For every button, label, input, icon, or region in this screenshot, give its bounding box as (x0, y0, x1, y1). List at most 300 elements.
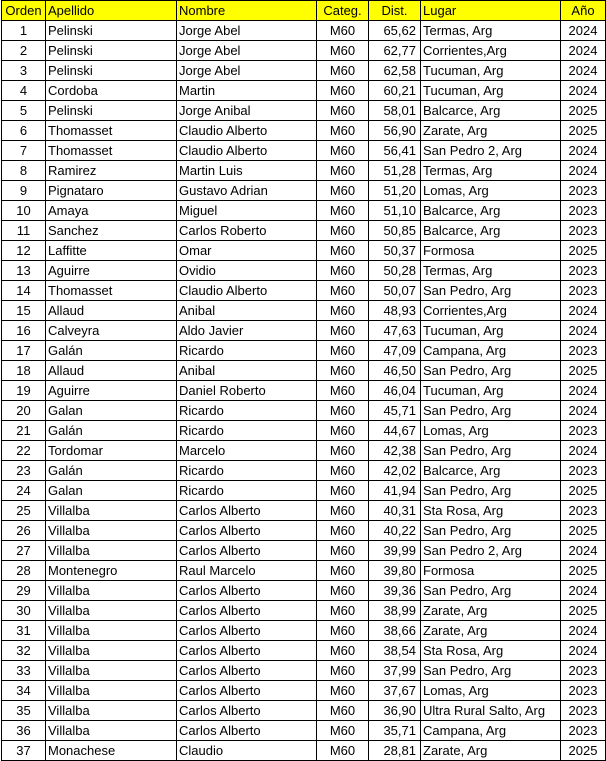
table-row (2, 641, 606, 661)
table-row (2, 141, 606, 161)
cell-categ[interactable]: M60 (317, 161, 369, 181)
cell-orden[interactable]: 16 (2, 321, 46, 341)
cell-categ[interactable]: M60 (317, 721, 369, 741)
table-row (2, 261, 606, 281)
cell-nombre[interactable]: Raul Marcelo (177, 561, 317, 581)
cell-nombre[interactable]: Gustavo Adrian (177, 181, 317, 201)
cell-lugar[interactable]: Tucuman, Arg (421, 61, 561, 81)
cell-anio[interactable]: 2024 (561, 301, 606, 321)
cell-orden[interactable]: 23 (2, 461, 46, 481)
cell-lugar[interactable]: Balcarce, Arg (421, 461, 561, 481)
cell-nombre[interactable]: Martin (177, 81, 317, 101)
cell-categ[interactable]: M60 (317, 461, 369, 481)
cell-lugar[interactable]: Sta Rosa, Arg (421, 501, 561, 521)
cell-categ[interactable]: M60 (317, 481, 369, 501)
cell-nombre[interactable]: Ovidio (177, 261, 317, 281)
cell-anio[interactable]: 2023 (561, 721, 606, 741)
cell-dist[interactable]: 50,07 (369, 281, 421, 301)
cell-dist[interactable]: 39,99 (369, 541, 421, 561)
cell-nombre[interactable]: Daniel Roberto (177, 381, 317, 401)
cell-dist[interactable]: 40,31 (369, 501, 421, 521)
cell-apellido[interactable]: Galán (46, 421, 177, 441)
cell-lugar[interactable]: Balcarce, Arg (421, 221, 561, 241)
cell-dist[interactable]: 51,28 (369, 161, 421, 181)
cell-lugar[interactable]: Lomas, Arg (421, 421, 561, 441)
cell-anio[interactable]: 2023 (561, 201, 606, 221)
cell-apellido[interactable]: Monachese (46, 741, 177, 761)
table-row (2, 321, 606, 341)
table-row (2, 101, 606, 121)
cell-categ[interactable]: M60 (317, 181, 369, 201)
cell-orden[interactable]: 15 (2, 301, 46, 321)
cell-nombre[interactable]: Carlos Alberto (177, 701, 317, 721)
cell-nombre[interactable]: Ricardo (177, 481, 317, 501)
cell-apellido[interactable]: Villalba (46, 661, 177, 681)
cell-dist[interactable]: 28,81 (369, 741, 421, 761)
cell-apellido[interactable]: Villalba (46, 621, 177, 641)
cell-apellido[interactable]: Villalba (46, 721, 177, 741)
header-orden[interactable]: Orden (2, 1, 46, 21)
table-row (2, 81, 606, 101)
cell-nombre[interactable]: Jorge Anibal (177, 101, 317, 121)
cell-orden[interactable]: 18 (2, 361, 46, 381)
cell-dist[interactable]: 65,62 (369, 21, 421, 41)
cell-anio[interactable]: 2024 (561, 541, 606, 561)
cell-orden[interactable]: 27 (2, 541, 46, 561)
cell-apellido[interactable]: Galán (46, 341, 177, 361)
cell-orden[interactable]: 33 (2, 661, 46, 681)
cell-anio[interactable]: 2023 (561, 341, 606, 361)
cell-anio[interactable]: 2025 (561, 241, 606, 261)
cell-orden[interactable]: 36 (2, 721, 46, 741)
cell-orden[interactable]: 6 (2, 121, 46, 141)
cell-orden[interactable]: 21 (2, 421, 46, 441)
cell-lugar[interactable]: San Pedro, Arg (421, 281, 561, 301)
table-row (2, 661, 606, 681)
cell-orden[interactable]: 32 (2, 641, 46, 661)
cell-nombre[interactable]: Anibal (177, 301, 317, 321)
cell-orden[interactable]: 26 (2, 521, 46, 541)
cell-dist[interactable]: 35,71 (369, 721, 421, 741)
cell-categ[interactable]: M60 (317, 81, 369, 101)
cell-categ[interactable]: M60 (317, 501, 369, 521)
cell-dist[interactable]: 62,77 (369, 41, 421, 61)
cell-orden[interactable]: 11 (2, 221, 46, 241)
cell-anio[interactable]: 2023 (561, 281, 606, 301)
cell-apellido[interactable]: Aguirre (46, 261, 177, 281)
table-row (2, 221, 606, 241)
table-body (2, 21, 606, 761)
cell-categ[interactable]: M60 (317, 521, 369, 541)
cell-nombre[interactable]: Carlos Alberto (177, 661, 317, 681)
cell-dist[interactable]: 37,99 (369, 661, 421, 681)
cell-lugar[interactable]: Corrientes,Arg (421, 301, 561, 321)
cell-nombre[interactable]: Martin Luis (177, 161, 317, 181)
cell-lugar[interactable]: Termas, Arg (421, 21, 561, 41)
cell-anio[interactable]: 2025 (561, 601, 606, 621)
cell-apellido[interactable]: Galan (46, 481, 177, 501)
cell-dist[interactable]: 41,94 (369, 481, 421, 501)
cell-orden[interactable]: 31 (2, 621, 46, 641)
cell-dist[interactable]: 42,02 (369, 461, 421, 481)
cell-lugar[interactable]: Termas, Arg (421, 161, 561, 181)
cell-orden[interactable]: 2 (2, 41, 46, 61)
cell-anio[interactable]: 2024 (561, 61, 606, 81)
cell-apellido[interactable]: Allaud (46, 361, 177, 381)
cell-nombre[interactable]: Claudio Alberto (177, 121, 317, 141)
cell-lugar[interactable]: Zarate, Arg (421, 121, 561, 141)
cell-anio[interactable]: 2023 (561, 661, 606, 681)
cell-dist[interactable]: 39,80 (369, 561, 421, 581)
cell-dist[interactable]: 50,37 (369, 241, 421, 261)
cell-lugar[interactable]: Campana, Arg (421, 341, 561, 361)
cell-anio[interactable]: 2025 (561, 521, 606, 541)
cell-nombre[interactable]: Ricardo (177, 401, 317, 421)
cell-orden[interactable]: 30 (2, 601, 46, 621)
cell-nombre[interactable]: Miguel (177, 201, 317, 221)
cell-apellido[interactable]: Galán (46, 461, 177, 481)
cell-anio[interactable]: 2025 (561, 561, 606, 581)
cell-lugar[interactable]: Tucuman, Arg (421, 381, 561, 401)
cell-nombre[interactable]: Ricardo (177, 341, 317, 361)
cell-anio[interactable]: 2023 (561, 181, 606, 201)
cell-nombre[interactable]: Claudio (177, 741, 317, 761)
cell-apellido[interactable]: Villalba (46, 521, 177, 541)
cell-nombre[interactable]: Carlos Alberto (177, 681, 317, 701)
cell-anio[interactable]: 2023 (561, 261, 606, 281)
cell-apellido[interactable]: Cordoba (46, 81, 177, 101)
cell-dist[interactable]: 62,58 (369, 61, 421, 81)
cell-apellido[interactable]: Villalba (46, 701, 177, 721)
cell-nombre[interactable]: Carlos Alberto (177, 581, 317, 601)
header-nombre[interactable]: Nombre (177, 1, 317, 21)
table-row (2, 161, 606, 181)
table-row (2, 21, 606, 41)
cell-lugar[interactable]: San Pedro 2, Arg (421, 141, 561, 161)
cell-anio[interactable]: 2023 (561, 681, 606, 701)
cell-nombre[interactable]: Carlos Alberto (177, 621, 317, 641)
cell-dist[interactable]: 45,71 (369, 401, 421, 421)
table-row (2, 441, 606, 461)
table-row (2, 741, 606, 761)
cell-nombre[interactable]: Marcelo (177, 441, 317, 461)
table-row (2, 541, 606, 561)
table-row (2, 561, 606, 581)
cell-anio[interactable]: 2023 (561, 421, 606, 441)
cell-categ[interactable]: M60 (317, 401, 369, 421)
cell-apellido[interactable]: Aguirre (46, 381, 177, 401)
cell-orden[interactable]: 5 (2, 101, 46, 121)
cell-apellido[interactable]: Villalba (46, 501, 177, 521)
cell-anio[interactable]: 2024 (561, 581, 606, 601)
cell-dist[interactable]: 38,66 (369, 621, 421, 641)
cell-categ[interactable]: M60 (317, 61, 369, 81)
cell-nombre[interactable]: Jorge Abel (177, 41, 317, 61)
cell-lugar[interactable]: San Pedro, Arg (421, 661, 561, 681)
cell-anio[interactable]: 2024 (561, 161, 606, 181)
cell-nombre[interactable]: Ricardo (177, 421, 317, 441)
cell-apellido[interactable]: Ramirez (46, 161, 177, 181)
cell-lugar[interactable]: Zarate, Arg (421, 741, 561, 761)
cell-dist[interactable]: 47,09 (369, 341, 421, 361)
cell-anio[interactable]: 2024 (561, 641, 606, 661)
cell-orden[interactable]: 22 (2, 441, 46, 461)
cell-anio[interactable]: 2024 (561, 321, 606, 341)
cell-apellido[interactable]: Sanchez (46, 221, 177, 241)
table-row (2, 701, 606, 721)
cell-categ[interactable]: M60 (317, 561, 369, 581)
cell-orden[interactable]: 13 (2, 261, 46, 281)
cell-orden[interactable]: 3 (2, 61, 46, 81)
cell-apellido[interactable]: Thomasset (46, 281, 177, 301)
cell-lugar[interactable]: Formosa (421, 241, 561, 261)
cell-categ[interactable]: M60 (317, 301, 369, 321)
cell-orden[interactable]: 10 (2, 201, 46, 221)
cell-nombre[interactable]: Carlos Alberto (177, 641, 317, 661)
cell-anio[interactable]: 2025 (561, 361, 606, 381)
cell-orden[interactable]: 24 (2, 481, 46, 501)
cell-categ[interactable]: M60 (317, 101, 369, 121)
cell-apellido[interactable]: Pelinski (46, 101, 177, 121)
cell-nombre[interactable]: Omar (177, 241, 317, 261)
cell-categ[interactable]: M60 (317, 41, 369, 61)
cell-categ[interactable]: M60 (317, 201, 369, 221)
cell-nombre[interactable]: Claudio Alberto (177, 281, 317, 301)
cell-apellido[interactable]: Pelinski (46, 21, 177, 41)
cell-apellido[interactable]: Allaud (46, 301, 177, 321)
cell-apellido[interactable]: Villalba (46, 541, 177, 561)
cell-dist[interactable]: 40,22 (369, 521, 421, 541)
cell-lugar[interactable]: Formosa (421, 561, 561, 581)
cell-lugar[interactable]: San Pedro, Arg (421, 581, 561, 601)
cell-apellido[interactable]: Pelinski (46, 61, 177, 81)
cell-categ[interactable]: M60 (317, 441, 369, 461)
cell-categ[interactable]: M60 (317, 681, 369, 701)
cell-categ[interactable]: M60 (317, 121, 369, 141)
cell-categ[interactable]: M60 (317, 221, 369, 241)
cell-lugar[interactable]: San Pedro, Arg (421, 441, 561, 461)
cell-anio[interactable]: 2024 (561, 381, 606, 401)
cell-anio[interactable]: 2024 (561, 41, 606, 61)
cell-nombre[interactable]: Jorge Abel (177, 21, 317, 41)
cell-categ[interactable]: M60 (317, 601, 369, 621)
cell-dist[interactable]: 38,99 (369, 601, 421, 621)
table-row (2, 61, 606, 81)
header-dist[interactable]: Dist. (369, 1, 421, 21)
cell-anio[interactable]: 2024 (561, 441, 606, 461)
cell-nombre[interactable]: Carlos Roberto (177, 221, 317, 241)
cell-dist[interactable]: 47,63 (369, 321, 421, 341)
cell-apellido[interactable]: Montenegro (46, 561, 177, 581)
cell-categ[interactable]: M60 (317, 241, 369, 261)
cell-apellido[interactable]: Galan (46, 401, 177, 421)
cell-orden[interactable]: 8 (2, 161, 46, 181)
table-row (2, 621, 606, 641)
cell-anio[interactable]: 2024 (561, 81, 606, 101)
cell-orden[interactable]: 35 (2, 701, 46, 721)
cell-orden[interactable]: 7 (2, 141, 46, 161)
cell-nombre[interactable]: Carlos Alberto (177, 601, 317, 621)
cell-anio[interactable]: 2023 (561, 221, 606, 241)
cell-lugar[interactable]: San Pedro, Arg (421, 521, 561, 541)
cell-orden[interactable]: 29 (2, 581, 46, 601)
cell-categ[interactable]: M60 (317, 581, 369, 601)
table-row (2, 421, 606, 441)
cell-categ[interactable]: M60 (317, 701, 369, 721)
table-row (2, 601, 606, 621)
cell-apellido[interactable]: Thomasset (46, 141, 177, 161)
cell-apellido[interactable]: Pelinski (46, 41, 177, 61)
cell-orden[interactable]: 34 (2, 681, 46, 701)
cell-categ[interactable]: M60 (317, 661, 369, 681)
table-row (2, 581, 606, 601)
cell-categ[interactable]: M60 (317, 321, 369, 341)
cell-dist[interactable]: 50,28 (369, 261, 421, 281)
cell-anio[interactable]: 2025 (561, 481, 606, 501)
table-row (2, 681, 606, 701)
table-row (2, 281, 606, 301)
cell-lugar[interactable]: San Pedro, Arg (421, 401, 561, 421)
cell-nombre[interactable]: Anibal (177, 361, 317, 381)
cell-anio[interactable]: 2023 (561, 461, 606, 481)
cell-lugar[interactable]: Sta Rosa, Arg (421, 641, 561, 661)
cell-apellido[interactable]: Thomasset (46, 121, 177, 141)
cell-apellido[interactable]: Calveyra (46, 321, 177, 341)
cell-dist[interactable]: 58,01 (369, 101, 421, 121)
table-row (2, 721, 606, 741)
cell-dist[interactable]: 36,90 (369, 701, 421, 721)
cell-dist[interactable]: 46,50 (369, 361, 421, 381)
cell-orden[interactable]: 37 (2, 741, 46, 761)
cell-apellido[interactable]: Laffitte (46, 241, 177, 261)
table-row (2, 241, 606, 261)
table-row (2, 201, 606, 221)
cell-lugar[interactable]: Zarate, Arg (421, 601, 561, 621)
cell-nombre[interactable]: Carlos Alberto (177, 521, 317, 541)
cell-categ[interactable]: M60 (317, 261, 369, 281)
cell-dist[interactable]: 46,04 (369, 381, 421, 401)
cell-categ[interactable]: M60 (317, 621, 369, 641)
cell-nombre[interactable]: Carlos Alberto (177, 501, 317, 521)
cell-dist[interactable]: 38,54 (369, 641, 421, 661)
header-apellido[interactable]: Apellido (46, 1, 177, 21)
cell-lugar[interactable]: San Pedro, Arg (421, 361, 561, 381)
cell-dist[interactable]: 42,38 (369, 441, 421, 461)
cell-nombre[interactable]: Aldo Javier (177, 321, 317, 341)
cell-categ[interactable]: M60 (317, 361, 369, 381)
cell-apellido[interactable]: Villalba (46, 581, 177, 601)
cell-categ[interactable]: M60 (317, 741, 369, 761)
cell-anio[interactable]: 2024 (561, 21, 606, 41)
cell-lugar[interactable]: Termas, Arg (421, 261, 561, 281)
cell-orden[interactable]: 12 (2, 241, 46, 261)
cell-lugar[interactable]: San Pedro, Arg (421, 481, 561, 501)
cell-lugar[interactable]: Balcarce, Arg (421, 101, 561, 121)
cell-categ[interactable]: M60 (317, 141, 369, 161)
cell-categ[interactable]: M60 (317, 21, 369, 41)
cell-lugar[interactable]: Balcarce, Arg (421, 201, 561, 221)
cell-dist[interactable]: 56,41 (369, 141, 421, 161)
results-table (1, 0, 606, 761)
header-anio[interactable]: Año (561, 1, 606, 21)
cell-dist[interactable]: 39,36 (369, 581, 421, 601)
cell-dist[interactable]: 51,20 (369, 181, 421, 201)
cell-lugar[interactable]: Campana, Arg (421, 721, 561, 741)
cell-anio[interactable]: 2025 (561, 741, 606, 761)
cell-dist[interactable]: 44,67 (369, 421, 421, 441)
cell-lugar[interactable]: Zarate, Arg (421, 621, 561, 641)
cell-anio[interactable]: 2024 (561, 401, 606, 421)
cell-orden[interactable]: 20 (2, 401, 46, 421)
cell-dist[interactable]: 48,93 (369, 301, 421, 321)
cell-lugar[interactable]: Ultra Rural Salto, Arg (421, 701, 561, 721)
cell-categ[interactable]: M60 (317, 421, 369, 441)
cell-dist[interactable]: 56,90 (369, 121, 421, 141)
cell-orden[interactable]: 19 (2, 381, 46, 401)
cell-categ[interactable]: M60 (317, 541, 369, 561)
cell-categ[interactable]: M60 (317, 381, 369, 401)
cell-orden[interactable]: 1 (2, 21, 46, 41)
cell-dist[interactable]: 51,10 (369, 201, 421, 221)
cell-orden[interactable]: 4 (2, 81, 46, 101)
cell-categ[interactable]: M60 (317, 281, 369, 301)
cell-orden[interactable]: 9 (2, 181, 46, 201)
cell-lugar[interactable]: San Pedro 2, Arg (421, 541, 561, 561)
cell-lugar[interactable]: Tucuman, Arg (421, 321, 561, 341)
cell-nombre[interactable]: Ricardo (177, 461, 317, 481)
cell-anio[interactable]: 2025 (561, 121, 606, 141)
table-row (2, 501, 606, 521)
table-row (2, 461, 606, 481)
cell-nombre[interactable]: Carlos Alberto (177, 721, 317, 741)
cell-dist[interactable]: 37,67 (369, 681, 421, 701)
cell-apellido[interactable]: Villalba (46, 601, 177, 621)
cell-apellido[interactable]: Villalba (46, 641, 177, 661)
cell-apellido[interactable]: Villalba (46, 681, 177, 701)
table-row (2, 361, 606, 381)
header-lugar[interactable]: Lugar (421, 1, 561, 21)
cell-orden[interactable]: 17 (2, 341, 46, 361)
table-header (2, 1, 606, 21)
cell-orden[interactable]: 28 (2, 561, 46, 581)
cell-lugar[interactable]: Lomas, Arg (421, 181, 561, 201)
cell-orden[interactable]: 14 (2, 281, 46, 301)
cell-anio[interactable]: 2025 (561, 101, 606, 121)
cell-categ[interactable]: M60 (317, 341, 369, 361)
cell-dist[interactable]: 50,85 (369, 221, 421, 241)
cell-lugar[interactable]: Lomas, Arg (421, 681, 561, 701)
cell-nombre[interactable]: Claudio Alberto (177, 141, 317, 161)
cell-anio[interactable]: 2024 (561, 141, 606, 161)
cell-lugar[interactable]: Corrientes,Arg (421, 41, 561, 61)
table-row (2, 41, 606, 61)
cell-anio[interactable]: 2023 (561, 701, 606, 721)
cell-anio[interactable]: 2024 (561, 621, 606, 641)
cell-dist[interactable]: 60,21 (369, 81, 421, 101)
table-row (2, 481, 606, 501)
cell-nombre[interactable]: Jorge Abel (177, 61, 317, 81)
cell-apellido[interactable]: Tordomar (46, 441, 177, 461)
cell-categ[interactable]: M60 (317, 641, 369, 661)
cell-nombre[interactable]: Carlos Alberto (177, 541, 317, 561)
table-row (2, 401, 606, 421)
cell-orden[interactable]: 25 (2, 501, 46, 521)
header-categ[interactable]: Categ. (317, 1, 369, 21)
cell-anio[interactable]: 2023 (561, 501, 606, 521)
cell-lugar[interactable]: Tucuman, Arg (421, 81, 561, 101)
cell-apellido[interactable]: Amaya (46, 201, 177, 221)
cell-apellido[interactable]: Pignataro (46, 181, 177, 201)
